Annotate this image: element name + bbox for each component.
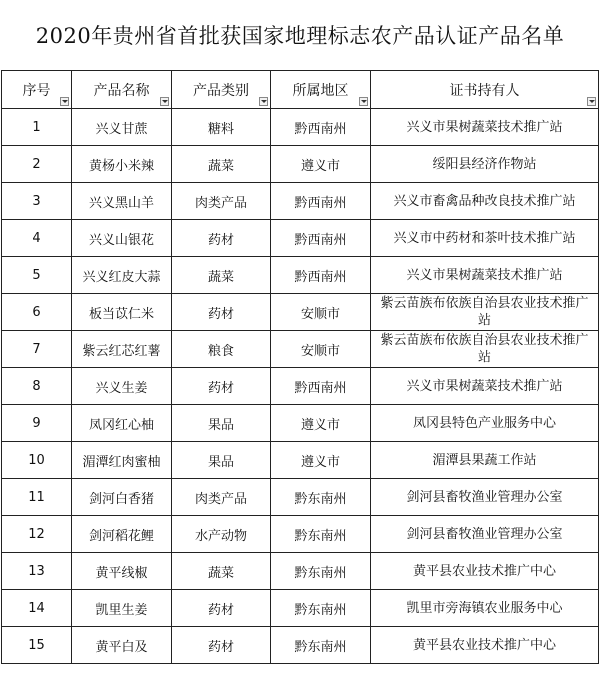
region-cell: 黔西南州 xyxy=(271,368,371,405)
product-table xyxy=(1,70,599,664)
header-label: 所属地区 xyxy=(292,82,349,99)
category-cell: 果品 xyxy=(172,442,271,479)
category-cell: 药材 xyxy=(172,627,271,664)
table-row xyxy=(2,294,599,331)
product-name-cell: 兴义甘蔗 xyxy=(72,109,172,146)
category-cell: 糖料 xyxy=(172,109,271,146)
index-cell: 4 xyxy=(2,220,72,257)
product-name-cell: 湄潭红肉蜜柚 xyxy=(72,442,172,479)
category-cell: 药材 xyxy=(172,294,271,331)
index-cell: 7 xyxy=(2,331,72,368)
index-cell: 11 xyxy=(2,479,72,516)
page-title: 2020年贵州省首批获国家地理标志农产品认证产品名单 xyxy=(35,24,565,48)
product-name-cell: 黄平线椒 xyxy=(72,553,172,590)
region-cell: 黔东南州 xyxy=(271,516,371,553)
table-row xyxy=(2,405,599,442)
product-name-cell: 兴义生姜 xyxy=(72,368,172,405)
product-name-cell: 兴义山银花 xyxy=(72,220,172,257)
filter-dropdown-icon[interactable] xyxy=(259,97,268,106)
certificate-holder-cell: 凯里市旁海镇农业服务中心 xyxy=(371,590,599,627)
region-cell: 黔东南州 xyxy=(271,479,371,516)
region-cell: 安顺市 xyxy=(271,294,371,331)
index-cell: 6 xyxy=(2,294,72,331)
index-cell: 10 xyxy=(2,442,72,479)
table-row xyxy=(2,257,599,294)
region-cell: 遵义市 xyxy=(271,405,371,442)
region-cell: 黔西南州 xyxy=(271,220,371,257)
certificate-holder-cell: 兴义市果树蔬菜技术推广站 xyxy=(371,109,599,146)
index-cell: 2 xyxy=(2,146,72,183)
header-label: 产品类别 xyxy=(193,82,249,99)
certificate-holder-cell: 剑河县畜牧渔业管理办公室 xyxy=(371,516,599,553)
filter-dropdown-icon[interactable] xyxy=(587,97,596,106)
certificate-holder-cell: 凤冈县特色产业服务中心 xyxy=(371,405,599,442)
category-cell: 果品 xyxy=(172,405,271,442)
header-label: 序号 xyxy=(22,82,51,99)
table-row xyxy=(2,183,599,220)
category-cell: 药材 xyxy=(172,368,271,405)
category-cell: 药材 xyxy=(172,220,271,257)
index-cell: 12 xyxy=(2,516,72,553)
region-cell: 遵义市 xyxy=(271,442,371,479)
table-row xyxy=(2,442,599,479)
certificate-holder-cell: 黄平县农业技术推广中心 xyxy=(371,553,599,590)
table-body xyxy=(2,109,599,664)
product-name-cell: 黄杨小米辣 xyxy=(72,146,172,183)
category-cell: 肉类产品 xyxy=(172,479,271,516)
table-row xyxy=(2,590,599,627)
header-label: 产品名称 xyxy=(93,82,150,99)
index-cell: 3 xyxy=(2,183,72,220)
category-cell: 蔬菜 xyxy=(172,553,271,590)
certificate-holder-cell: 紫云苗族布依族自治县农业技术推广站 xyxy=(371,294,599,331)
index-cell: 15 xyxy=(2,627,72,664)
table-row xyxy=(2,368,599,405)
index-cell: 5 xyxy=(2,257,72,294)
certificate-holder-cell: 紫云苗族布依族自治县农业技术推广站 xyxy=(371,331,599,368)
filter-dropdown-icon[interactable] xyxy=(60,97,69,106)
product-name-cell: 板当苡仁米 xyxy=(72,294,172,331)
table-row xyxy=(2,627,599,664)
header-cell-region xyxy=(271,71,371,109)
category-cell: 粮食 xyxy=(172,331,271,368)
index-cell: 9 xyxy=(2,405,72,442)
header-label: 证书持有人 xyxy=(449,82,520,99)
table-row xyxy=(2,146,599,183)
region-cell: 安顺市 xyxy=(271,331,371,368)
product-name-cell: 兴义黑山羊 xyxy=(72,183,172,220)
category-cell: 肉类产品 xyxy=(172,183,271,220)
region-cell: 黔西南州 xyxy=(271,257,371,294)
table-row xyxy=(2,331,599,368)
product-name-cell: 剑河白香猪 xyxy=(72,479,172,516)
product-name-cell: 剑河稻花鲤 xyxy=(72,516,172,553)
header-cell-index xyxy=(2,71,72,109)
certificate-holder-cell: 兴义市果树蔬菜技术推广站 xyxy=(371,368,599,405)
header-cell-certificate-holder xyxy=(371,71,599,109)
product-name-cell: 兴义红皮大蒜 xyxy=(72,257,172,294)
header-cell-product-name xyxy=(72,71,172,109)
index-cell: 8 xyxy=(2,368,72,405)
index-cell: 1 xyxy=(2,109,72,146)
certificate-holder-cell: 兴义市畜禽品种改良技术推广站 xyxy=(371,183,599,220)
region-cell: 黔东南州 xyxy=(271,590,371,627)
table-row xyxy=(2,109,599,146)
filter-dropdown-icon[interactable] xyxy=(359,97,368,106)
certificate-holder-cell: 黄平县农业技术推广中心 xyxy=(371,627,599,664)
category-cell: 蔬菜 xyxy=(172,146,271,183)
region-cell: 黔西南州 xyxy=(271,109,371,146)
filter-dropdown-icon[interactable] xyxy=(160,97,169,106)
category-cell: 水产动物 xyxy=(172,516,271,553)
certificate-holder-cell: 剑河县畜牧渔业管理办公室 xyxy=(371,479,599,516)
index-cell: 13 xyxy=(2,553,72,590)
index-cell: 14 xyxy=(2,590,72,627)
region-cell: 黔东南州 xyxy=(271,627,371,664)
region-cell: 黔西南州 xyxy=(271,183,371,220)
product-name-cell: 黄平白及 xyxy=(72,627,172,664)
header-row xyxy=(2,71,599,109)
region-cell: 遵义市 xyxy=(271,146,371,183)
certificate-holder-cell: 兴义市中药材和茶叶技术推广站 xyxy=(371,220,599,257)
table-row xyxy=(2,553,599,590)
certificate-holder-cell: 兴义市果树蔬菜技术推广站 xyxy=(371,257,599,294)
table-row xyxy=(2,220,599,257)
category-cell: 药材 xyxy=(172,590,271,627)
certificate-holder-cell: 湄潭县果蔬工作站 xyxy=(371,442,599,479)
product-name-cell: 凯里生姜 xyxy=(72,590,172,627)
header-cell-category xyxy=(172,71,271,109)
certificate-holder-cell: 绥阳县经济作物站 xyxy=(371,146,599,183)
table-row xyxy=(2,516,599,553)
product-name-cell: 凤冈红心柚 xyxy=(72,405,172,442)
product-name-cell: 紫云红芯红薯 xyxy=(72,331,172,368)
category-cell: 蔬菜 xyxy=(172,257,271,294)
region-cell: 黔东南州 xyxy=(271,553,371,590)
table-row xyxy=(2,479,599,516)
